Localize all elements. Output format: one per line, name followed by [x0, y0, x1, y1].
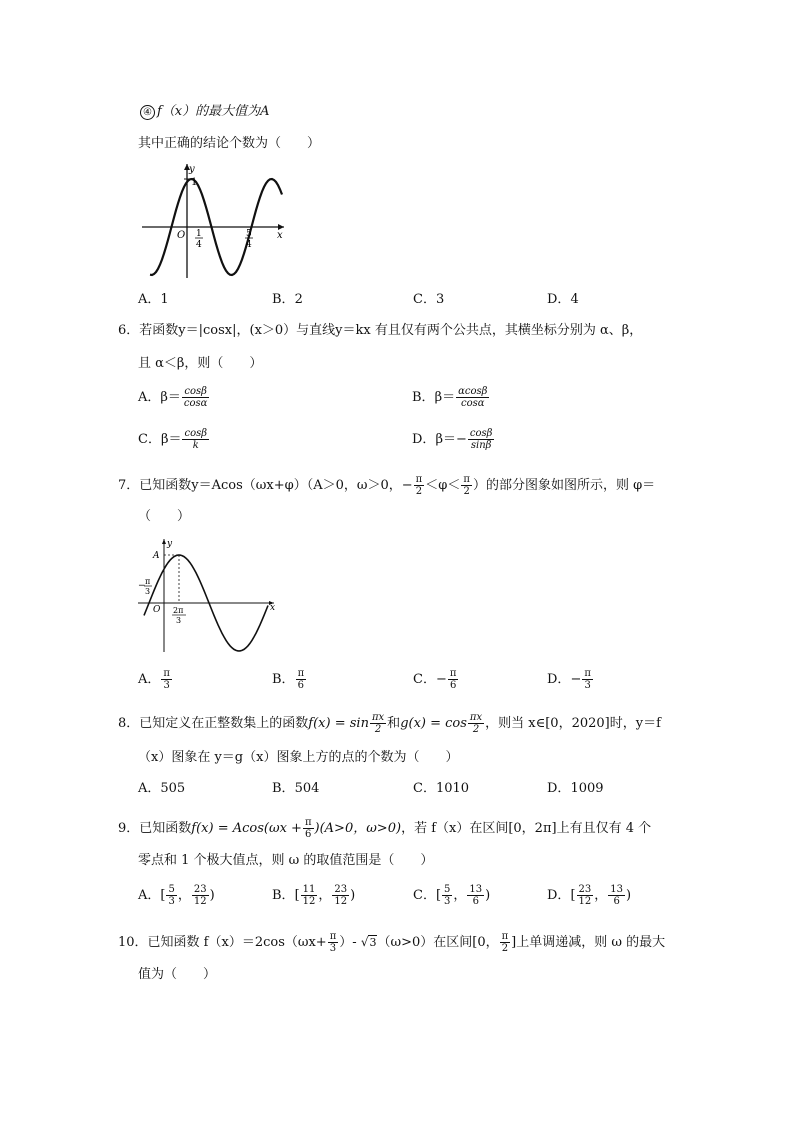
q8-option-a[interactable] [138, 781, 185, 797]
option-fraction [182, 386, 210, 409]
q7-x-label: x [270, 603, 276, 613]
fraction-upper [192, 884, 209, 907]
q7-stem-b: ＜φ＜ [425, 478, 461, 493]
option-text: 4 [570, 292, 579, 307]
fraction-denominator: 6 [305, 829, 312, 840]
fraction-lower [577, 884, 594, 907]
fraction-numerator: π [449, 668, 457, 679]
q7-line-1 [118, 474, 655, 497]
option-sign: − [455, 432, 467, 447]
comma: ， [453, 888, 467, 903]
sqrt-icon: √ [360, 935, 369, 949]
q7-option-b[interactable] [272, 668, 307, 691]
bracket-open: [ [570, 888, 576, 903]
option-letter: D． [547, 292, 571, 307]
fraction-denominator: 3 [163, 680, 170, 691]
q6-line-1 [118, 323, 642, 339]
bracket-close: ) [626, 888, 632, 903]
fraction-lower [166, 884, 176, 907]
option-prefix: β＝ [160, 390, 181, 405]
q7-origin-label: O [153, 605, 161, 615]
option-letter: B． [272, 781, 295, 796]
q8-line-2: （x）图象在 y＝g（x）图象上方的点的个数为（ ） [138, 750, 459, 765]
option-letter: C． [413, 781, 436, 796]
option-letter: A． [138, 888, 161, 903]
q9-line-2: 零点和 1 个极大值点，则 ω 的取值范围是（ ） [138, 853, 434, 868]
fraction-numerator: 13 [469, 884, 483, 895]
fraction-upper [467, 884, 484, 907]
option-letter: A． [138, 672, 161, 687]
fraction-upper [608, 884, 625, 907]
q5-item-4 [140, 104, 270, 120]
comma: ， [177, 888, 191, 903]
option-prefix: β＝ [434, 390, 456, 405]
q10-stem-d: ]上单调递减，则 ω 的最大 [511, 935, 666, 950]
option-letter: D． [547, 672, 571, 687]
fraction-denominator: 2 [415, 486, 423, 497]
q10-line-2: 值为（ ） [138, 967, 217, 982]
q5-option-c[interactable] [413, 292, 444, 308]
q7-neg-sign: − [138, 581, 146, 591]
fraction-numerator: 13 [610, 884, 623, 895]
q5-option-b[interactable] [272, 292, 303, 308]
fraction-numerator: αcosβ [458, 386, 488, 397]
q7-option-d[interactable] [547, 668, 594, 691]
q5-option-d[interactable] [547, 292, 579, 308]
bracket-close: ) [209, 888, 215, 903]
fraction-denominator: 3 [584, 680, 591, 691]
q9-line-1 [118, 817, 651, 840]
fraction-denominator: 6 [297, 680, 305, 691]
fraction-numerator: 11 [302, 884, 316, 895]
q8-option-b[interactable] [272, 781, 319, 797]
q8-stem-b: ，则当 x∈[0，2020]时，y＝f [485, 716, 661, 731]
fraction-numerator: cosβ [184, 386, 207, 397]
q7-tpi3-num: 2π [173, 606, 184, 615]
q9-option-a[interactable] [138, 884, 215, 907]
bracket-close: ) [485, 888, 491, 903]
q10-number: 10． [118, 935, 148, 950]
q10-line-1 [118, 931, 665, 954]
q7-paren: （ ） [138, 509, 191, 524]
option-prefix: β＝ [160, 432, 182, 447]
fraction-denominator: 2 [374, 724, 382, 735]
q7-negpi3-num: π [145, 577, 151, 586]
fraction-numerator: cosβ [469, 428, 493, 439]
q5-option-a[interactable] [138, 292, 169, 308]
q7-negpi3-den: 3 [145, 587, 151, 596]
option-fraction [468, 428, 495, 451]
q10-f-frac [328, 931, 339, 954]
q10-stem-b: ） [339, 935, 353, 950]
q6-option-d[interactable] [412, 428, 495, 451]
fraction-numerator: π [501, 931, 509, 942]
q5-item-4-number: ④ [140, 105, 155, 120]
option-fraction [296, 668, 307, 691]
q7-frac-1 [414, 474, 425, 497]
q9-f-tail: )(A>0，ω>0) [314, 821, 402, 836]
q5-origin-label: O [177, 230, 186, 241]
option-fraction [582, 668, 593, 691]
q5-quarter-num: 1 [196, 229, 202, 239]
fraction-numerator: πx [371, 712, 385, 723]
q7-number: 7． [118, 478, 140, 493]
q9-number: 9． [118, 821, 140, 836]
q8-stem-a: 已知定义在正整数集上的函数 [139, 716, 309, 731]
fraction-numerator: π [297, 668, 305, 679]
option-letter: D． [547, 781, 571, 796]
fraction-denominator: 6 [449, 680, 457, 691]
option-letter: A． [138, 390, 161, 405]
option-text: 1010 [435, 781, 470, 796]
fraction-numerator: 5 [168, 884, 175, 895]
option-letter: A． [138, 292, 161, 307]
option-text: 2 [294, 292, 303, 307]
q5-quarter-den: 4 [196, 240, 202, 250]
q7-option-c[interactable] [413, 668, 459, 691]
option-sign: − [435, 672, 447, 687]
option-text: 1 [160, 292, 169, 307]
option-letter: B． [272, 888, 295, 903]
q5-stem: 其中正确的结论个数为（ ） [138, 136, 321, 151]
option-letter: C． [413, 672, 436, 687]
option-letter: D． [412, 432, 436, 447]
option-letter: C． [413, 292, 436, 307]
q9-option-c[interactable] [413, 884, 490, 907]
q6-line-2: 且 α＜β，则（ ） [138, 356, 263, 371]
q6-number: 6． [118, 323, 140, 338]
fraction-denominator: sinβ [470, 440, 492, 451]
fraction-denominator: k [192, 440, 199, 451]
q7-stem-c: ）的部分图象如图所示，则 φ＝ [472, 478, 656, 493]
fraction-denominator: 12 [334, 896, 348, 907]
fraction-denominator: 6 [613, 896, 620, 907]
fraction-denominator: 12 [578, 896, 592, 907]
q7-cosine-graph [136, 536, 278, 654]
q8-option-d[interactable] [547, 781, 604, 797]
bracket-open: [ [435, 888, 442, 903]
q10-stem-c: （ω>0）在区间[0， [377, 935, 499, 950]
q6-stem-1: 若函数y＝|cosx|，(x＞0）与直线y＝kx 有且仅有两个公共点，其横坐标分别为 α、β， [139, 323, 643, 338]
q6-option-a[interactable] [138, 386, 210, 409]
fraction-denominator: 2 [472, 724, 480, 735]
fraction-upper [332, 884, 349, 907]
q8-number: 8． [118, 716, 140, 731]
option-fraction [448, 668, 459, 691]
fraction-numerator: 23 [334, 884, 348, 895]
option-letter: D． [547, 888, 571, 903]
fraction-numerator: 23 [578, 884, 592, 895]
fraction-numerator: π [584, 668, 591, 679]
option-fraction [456, 386, 489, 409]
q8-f-expr: f(x) = sin [308, 716, 369, 731]
q5-fivequarter-num: 5 [246, 229, 252, 239]
fraction-denominator: 3 [329, 943, 337, 954]
bracket-open: [ [294, 888, 300, 903]
fraction-denominator: cosα [183, 398, 208, 409]
option-sign: − [570, 672, 582, 687]
fraction-numerator: π [463, 474, 470, 485]
option-letter: A． [138, 781, 161, 796]
option-fraction [161, 668, 172, 691]
q8-option-c[interactable] [413, 781, 469, 797]
option-text: 504 [294, 781, 320, 796]
q8-line-1 [118, 712, 661, 735]
option-letter: C． [138, 432, 161, 447]
q10-sqrt-value: 3 [369, 936, 377, 949]
q6-option-c[interactable] [138, 428, 210, 451]
q10-minus: - [352, 935, 361, 950]
q7-y-label: y [167, 539, 173, 549]
comma: ， [594, 888, 608, 903]
q5-item-4-text: f（x）的最大值为A [157, 104, 270, 119]
fraction-denominator: 2 [463, 486, 470, 497]
fraction-numerator: π [329, 931, 337, 942]
fraction-denominator: 12 [193, 896, 207, 907]
q7-tpi3-den: 3 [176, 616, 182, 625]
q9-stem-a: 已知函数 [139, 821, 192, 836]
comma: ， [318, 888, 332, 903]
q5-y-label: y [189, 164, 195, 175]
option-text: 1009 [570, 781, 604, 796]
fraction-denominator: cosα [460, 398, 485, 409]
q7-y-arrow [162, 539, 166, 544]
option-fraction [182, 428, 209, 451]
q9-option-b[interactable] [272, 884, 355, 907]
q10-i-frac [500, 931, 511, 954]
q5-x-label: x [277, 230, 283, 241]
option-letter: B． [272, 292, 295, 307]
option-letter: B． [272, 672, 295, 687]
q5-one-label: 1 [191, 177, 198, 188]
option-letter: B． [412, 390, 435, 405]
bracket-close: ) [350, 888, 356, 903]
q7-stem-a: 已知函数y＝Acos（ωx+φ）（A＞0，ω＞0， [139, 478, 402, 493]
fraction-lower [442, 884, 452, 907]
fraction-denominator: 6 [472, 896, 479, 907]
option-text: 3 [435, 292, 445, 307]
q9-option-d[interactable] [547, 884, 631, 907]
q5-cosine-graph [138, 160, 288, 280]
bracket-open: [ [160, 888, 166, 903]
q7-option-a[interactable] [138, 668, 173, 691]
q8-g-expr: g(x) = cos [400, 716, 467, 731]
option-letter: C． [413, 888, 436, 903]
q7-frac-2 [461, 474, 472, 497]
q8-g-frac [468, 712, 484, 735]
fraction-numerator: 23 [193, 884, 207, 895]
option-prefix: β＝ [435, 432, 456, 447]
fraction-denominator: 3 [168, 896, 175, 907]
q6-option-b[interactable] [412, 386, 490, 409]
q9-f-frac [303, 817, 314, 840]
q8-f-frac [370, 712, 386, 735]
fraction-numerator: 5 [444, 884, 451, 895]
q5-fivequarter-den: 4 [246, 240, 252, 250]
q8-and: 和 [387, 716, 401, 731]
fraction-numerator: π [163, 668, 170, 679]
fraction-denominator: 3 [444, 896, 451, 907]
q9-f-expr: f(x) = Acos(ωx + [191, 821, 302, 836]
q7-a-label: A [153, 551, 160, 561]
q7-minus: − [401, 478, 413, 493]
fraction-numerator: cosβ [184, 428, 208, 439]
fraction-denominator: 2 [501, 943, 509, 954]
fraction-numerator: π [304, 817, 312, 828]
fraction-numerator: πx [469, 712, 483, 723]
fraction-lower [301, 884, 318, 907]
q10-stem-a: 已知函数 f（x）＝2cos（ωx+ [147, 935, 327, 950]
fraction-denominator: 12 [302, 896, 316, 907]
fraction-numerator: π [415, 474, 423, 485]
option-text: 505 [160, 781, 186, 796]
q9-stem-b: ，若 f（x）在区间[0，2π]上有且仅有 4 个 [401, 821, 652, 836]
